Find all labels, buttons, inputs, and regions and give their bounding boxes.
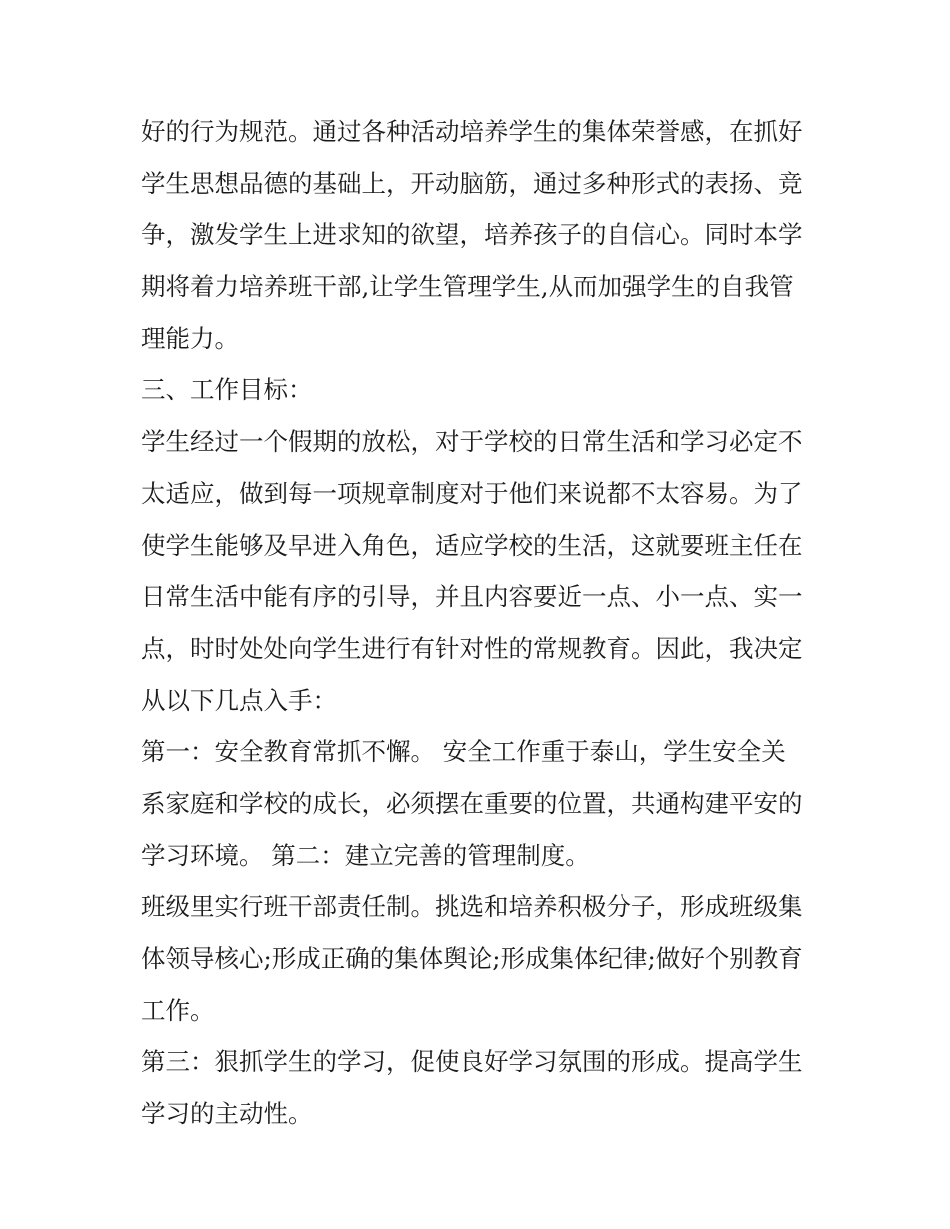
text-line: 理能力。: [141, 323, 239, 353]
text-line: 体领导核心;形成正确的集体舆论;形成集体纪律;做好个别教育: [141, 944, 803, 973]
text-line: 学习环境。 第二：建立完善的管理制度。: [141, 840, 590, 870]
text-line: 使学生能够及早进入角色，适应学校的生活，这就要班主任在: [141, 530, 803, 560]
text-line: 好的行为规范。通过各种活动培养学生的集体荣誉感，在抓好: [141, 117, 803, 146]
text-line: 学生思想品德的基础上，开动脑筋，通过多种形式的表扬、竞: [141, 168, 803, 198]
text-line: 学生经过一个假期的放松，对于学校的日常生活和学习必定不: [141, 427, 803, 457]
section-heading: 三、工作目标：: [141, 375, 313, 405]
text-line: 系家庭和学校的成长，必须摆在重要的位置，共通构建平安的: [141, 788, 803, 818]
text-line: 期将着力培养班干部,让学生管理学生,从而加强学生的自我管: [141, 272, 794, 302]
text-line: 学习的主动性。: [141, 1099, 313, 1129]
text-line: 从以下几点入手：: [141, 685, 337, 715]
text-line: 第三：狠抓学生的学习，促使良好学习氛围的形成。提高学生: [141, 1047, 803, 1077]
text-line: 太适应，做到每一项规章制度对于他们来说都不太容易。为了: [141, 478, 803, 508]
text-line: 工作。: [141, 995, 215, 1025]
text-line: 班级里实行班干部责任制。挑选和培养积极分子，形成班级集: [141, 892, 803, 922]
text-line: 争，激发学生上进求知的欲望，培养孩子的自信心。同时本学: [141, 220, 803, 250]
text-line: 点，时时处处向学生进行有针对性的常规教育。因此，我决定: [141, 633, 803, 663]
text-line: 日常生活中能有序的引导，并且内容要近一点、小一点、实一: [141, 582, 803, 612]
document-body: [141, 106, 821, 1140]
text-line: 第一：安全教育常抓不懈。 安全工作重于泰山，学生安全关: [141, 737, 786, 767]
